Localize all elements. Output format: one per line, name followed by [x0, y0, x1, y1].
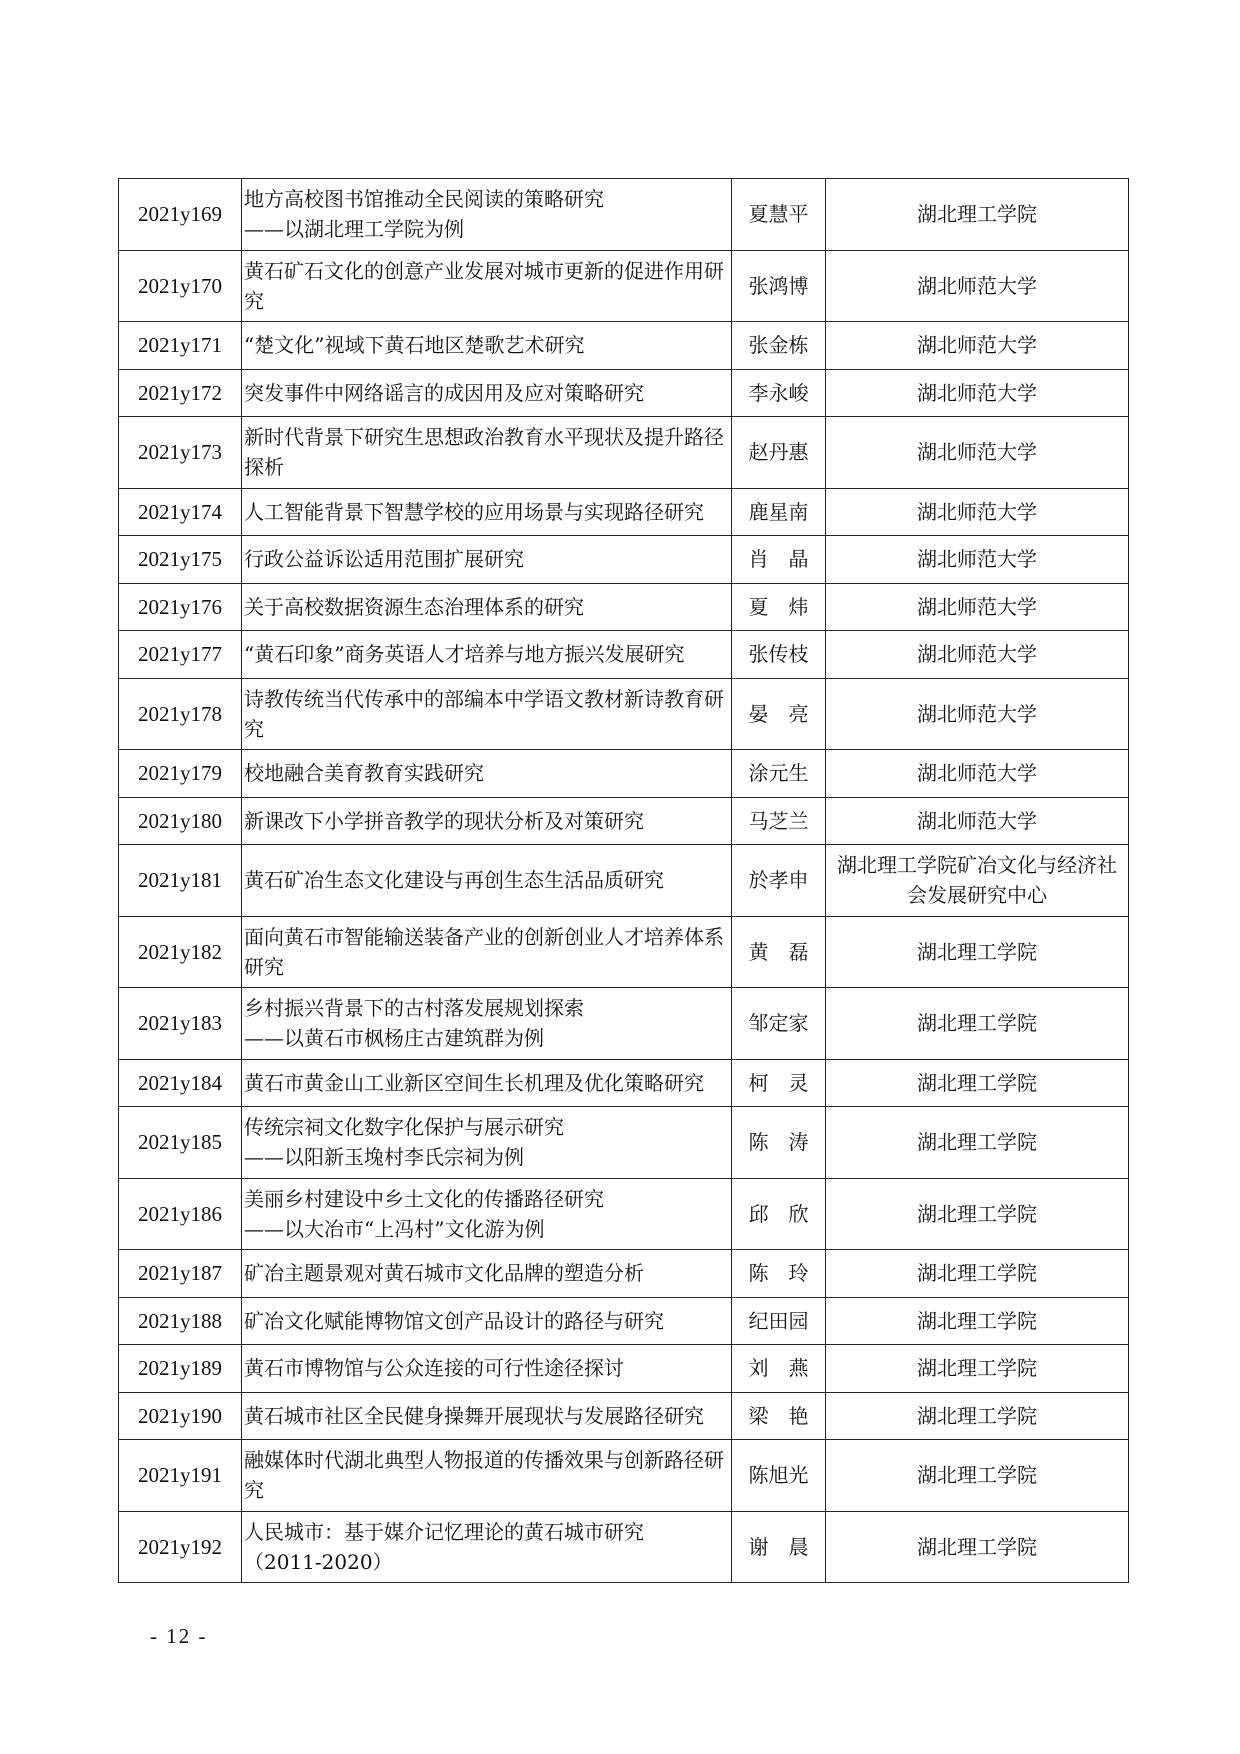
- project-organization-cell: 湖北师范大学: [826, 631, 1129, 679]
- project-id-cell: 2021y172: [119, 369, 242, 417]
- project-organization-cell: 湖北理工学院: [826, 1392, 1129, 1440]
- project-leader-cell: 谢 晨: [732, 1511, 826, 1583]
- project-leader-cell: 纪田园: [732, 1297, 826, 1345]
- project-title-line: 面向黄石市智能输送装备产业的创新创业人才培养体系研究: [244, 924, 724, 979]
- project-leader-cell: 於孝申: [732, 845, 826, 917]
- project-leader-cell: 陈旭光: [732, 1440, 826, 1512]
- table-row: [119, 250, 1129, 322]
- project-id-cell: 2021y192: [119, 1511, 242, 1583]
- project-organization-cell: 湖北理工学院: [826, 988, 1129, 1060]
- table-row: [119, 1345, 1129, 1393]
- project-id-cell: 2021y186: [119, 1178, 242, 1250]
- project-title-line: 人工智能背景下智慧学校的应用场景与实现路径研究: [244, 499, 704, 524]
- project-title-cell: [242, 179, 732, 251]
- project-leader-cell: 肖 晶: [732, 536, 826, 584]
- project-id-cell: 2021y188: [119, 1297, 242, 1345]
- table-row: [119, 536, 1129, 584]
- project-leader-cell: 黄 磊: [732, 916, 826, 988]
- project-title-line: 黄石矿冶生态文化建设与再创生态生活品质研究: [244, 868, 664, 893]
- project-title-cell: [242, 1178, 732, 1250]
- project-title-cell: [242, 417, 732, 489]
- project-title-cell: [242, 845, 732, 917]
- table-row: [119, 179, 1129, 251]
- table-row: [119, 1107, 1129, 1179]
- project-organization-cell: 湖北理工学院: [826, 1297, 1129, 1345]
- project-leader-cell: 赵丹惠: [732, 417, 826, 489]
- project-title-line: 乡村振兴背景下的古村落发展规划探索: [244, 996, 584, 1021]
- project-title-line: ——以阳新玉堍村李氏宗祠为例: [244, 1145, 524, 1170]
- table-row: [119, 916, 1129, 988]
- table-row: [119, 797, 1129, 845]
- project-organization-cell: 湖北理工学院: [826, 1178, 1129, 1250]
- project-organization-cell: 湖北理工学院: [826, 916, 1129, 988]
- project-id-cell: 2021y190: [119, 1392, 242, 1440]
- project-leader-cell: 晏 亮: [732, 678, 826, 750]
- table-row: [119, 417, 1129, 489]
- project-organization-cell: 湖北师范大学: [826, 797, 1129, 845]
- table-row: [119, 1511, 1129, 1583]
- table-row: [119, 1178, 1129, 1250]
- project-leader-cell: 刘 燕: [732, 1345, 826, 1393]
- project-id-cell: 2021y185: [119, 1107, 242, 1179]
- project-title-cell: [242, 916, 732, 988]
- project-title-line: 校地融合美育教育实践研究: [244, 761, 484, 786]
- project-title-line: 突发事件中网络谣言的成因用及应对策略研究: [244, 380, 644, 405]
- project-title-cell: [242, 1511, 732, 1583]
- project-title-line: 黄石市黄金山工业新区空间生长机理及优化策略研究: [244, 1070, 704, 1095]
- project-id-cell: 2021y171: [119, 322, 242, 370]
- table-row: [119, 488, 1129, 536]
- project-title-cell: [242, 369, 732, 417]
- project-title-cell: [242, 1250, 732, 1298]
- project-title-cell: [242, 1392, 732, 1440]
- project-leader-cell: 张传枝: [732, 631, 826, 679]
- project-organization-cell: 湖北理工学院矿冶文化与经济社会发展研究中心: [826, 845, 1129, 917]
- project-title-cell: [242, 750, 732, 798]
- project-id-cell: 2021y179: [119, 750, 242, 798]
- project-id-cell: 2021y184: [119, 1059, 242, 1107]
- project-leader-cell: 梁 艳: [732, 1392, 826, 1440]
- project-title-cell: [242, 1059, 732, 1107]
- project-id-cell: 2021y187: [119, 1250, 242, 1298]
- project-id-cell: 2021y174: [119, 488, 242, 536]
- project-title-cell: [242, 322, 732, 370]
- project-id-cell: 2021y176: [119, 583, 242, 631]
- project-leader-cell: 张金栋: [732, 322, 826, 370]
- project-title-line: ——以大冶市“上冯村”文化游为例: [244, 1216, 545, 1241]
- project-title-cell: [242, 583, 732, 631]
- project-title-cell: [242, 988, 732, 1060]
- project-id-cell: 2021y178: [119, 678, 242, 750]
- project-leader-cell: 张鸿博: [732, 250, 826, 322]
- project-title-line: 人民城市：基于媒介记忆理论的黄石城市研究: [244, 1519, 644, 1544]
- table-row: [119, 583, 1129, 631]
- project-title-cell: [242, 536, 732, 584]
- project-title-line: 融媒体时代湖北典型人物报道的传播效果与创新路径研究: [244, 1448, 724, 1503]
- project-leader-cell: 涂元生: [732, 750, 826, 798]
- project-organization-cell: 湖北师范大学: [826, 250, 1129, 322]
- project-id-cell: 2021y169: [119, 179, 242, 251]
- project-title-line: 矿冶主题景观对黄石城市文化品牌的塑造分析: [244, 1261, 644, 1286]
- project-organization-cell: 湖北理工学院: [826, 179, 1129, 251]
- table-row: [119, 1440, 1129, 1512]
- project-leader-cell: 李永峻: [732, 369, 826, 417]
- project-organization-cell: 湖北理工学院: [826, 1345, 1129, 1393]
- project-title-line: 黄石城市社区全民健身操舞开展现状与发展路径研究: [244, 1403, 704, 1428]
- project-organization-cell: 湖北理工学院: [826, 1107, 1129, 1179]
- project-id-cell: 2021y170: [119, 250, 242, 322]
- project-title-line: “黄石印象”商务英语人才培养与地方振兴发展研究: [244, 642, 685, 667]
- project-title-cell: [242, 1440, 732, 1512]
- project-organization-cell: 湖北理工学院: [826, 1250, 1129, 1298]
- table-row: [119, 1392, 1129, 1440]
- project-title-cell: [242, 678, 732, 750]
- project-title-cell: [242, 488, 732, 536]
- project-title-line: 矿冶文化赋能博物馆文创产品设计的路径与研究: [244, 1308, 664, 1333]
- project-title-line: 诗教传统当代传承中的部编本中学语文教材新诗教育研究: [244, 686, 724, 741]
- table-row: [119, 322, 1129, 370]
- project-title-line: 美丽乡村建设中乡土文化的传播路径研究: [244, 1186, 604, 1211]
- table-row: [119, 631, 1129, 679]
- project-organization-cell: 湖北师范大学: [826, 583, 1129, 631]
- project-id-cell: 2021y180: [119, 797, 242, 845]
- project-leader-cell: 夏慧平: [732, 179, 826, 251]
- project-title-cell: [242, 1107, 732, 1179]
- project-organization-cell: 湖北师范大学: [826, 488, 1129, 536]
- project-organization-cell: 湖北师范大学: [826, 678, 1129, 750]
- table-body: [119, 179, 1129, 1583]
- project-title-line: 新课改下小学拼音教学的现状分析及对策研究: [244, 808, 644, 833]
- project-leader-cell: 陈 涛: [732, 1107, 826, 1179]
- project-title-line: ——以湖北理工学院为例: [244, 217, 464, 242]
- project-id-cell: 2021y181: [119, 845, 242, 917]
- project-id-cell: 2021y182: [119, 916, 242, 988]
- project-organization-cell: 湖北师范大学: [826, 750, 1129, 798]
- project-organization-cell: 湖北师范大学: [826, 417, 1129, 489]
- project-title-line: 关于高校数据资源生态治理体系的研究: [244, 594, 584, 619]
- project-title-line: （2011-2020）: [244, 1549, 393, 1574]
- project-title-cell: [242, 1345, 732, 1393]
- project-organization-cell: 湖北理工学院: [826, 1059, 1129, 1107]
- table-row: [119, 369, 1129, 417]
- project-title-line: 行政公益诉讼适用范围扩展研究: [244, 547, 524, 572]
- table-row: [119, 678, 1129, 750]
- project-title-line: 地方高校图书馆推动全民阅读的策略研究: [244, 187, 604, 212]
- project-leader-cell: 陈 玲: [732, 1250, 826, 1298]
- project-id-cell: 2021y191: [119, 1440, 242, 1512]
- project-leader-cell: 邹定家: [732, 988, 826, 1060]
- table-row: [119, 988, 1129, 1060]
- project-leader-cell: 邱 欣: [732, 1178, 826, 1250]
- project-leader-cell: 柯 灵: [732, 1059, 826, 1107]
- project-id-cell: 2021y189: [119, 1345, 242, 1393]
- project-id-cell: 2021y177: [119, 631, 242, 679]
- project-title-cell: [242, 797, 732, 845]
- project-title-cell: [242, 631, 732, 679]
- project-table: [118, 178, 1129, 1583]
- table-row: [119, 845, 1129, 917]
- project-id-cell: 2021y175: [119, 536, 242, 584]
- project-leader-cell: 鹿星南: [732, 488, 826, 536]
- project-title-line: ——以黄石市枫杨庄古建筑群为例: [244, 1026, 544, 1051]
- project-id-cell: 2021y173: [119, 417, 242, 489]
- project-title-line: “楚文化”视域下黄石地区楚歌艺术研究: [244, 333, 585, 358]
- project-title-line: 黄石矿石文化的创意产业发展对城市更新的促进作用研究: [244, 258, 724, 313]
- project-organization-cell: 湖北师范大学: [826, 322, 1129, 370]
- project-leader-cell: 马芝兰: [732, 797, 826, 845]
- project-organization-cell: 湖北师范大学: [826, 369, 1129, 417]
- project-organization-cell: 湖北理工学院: [826, 1440, 1129, 1512]
- project-id-cell: 2021y183: [119, 988, 242, 1060]
- project-title-cell: [242, 250, 732, 322]
- project-title-cell: [242, 1297, 732, 1345]
- table-row: [119, 1250, 1129, 1298]
- project-leader-cell: 夏 炜: [732, 583, 826, 631]
- project-organization-cell: 湖北师范大学: [826, 536, 1129, 584]
- project-title-line: 黄石市博物馆与公众连接的可行性途径探讨: [244, 1356, 624, 1381]
- project-organization-cell: 湖北理工学院: [826, 1511, 1129, 1583]
- page-number: - 12 -: [150, 1624, 208, 1648]
- project-title-line: 传统宗祠文化数字化保护与展示研究: [244, 1115, 564, 1140]
- table-row: [119, 1297, 1129, 1345]
- project-title-line: 新时代背景下研究生思想政治教育水平现状及提升路径探析: [244, 425, 724, 480]
- table-row: [119, 1059, 1129, 1107]
- table-row: [119, 750, 1129, 798]
